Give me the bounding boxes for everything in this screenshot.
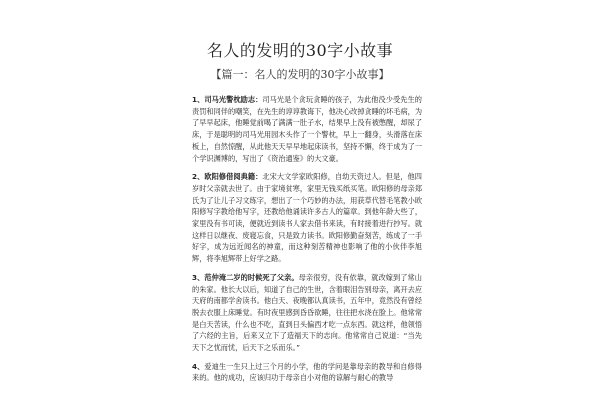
paragraph-text: 爱迪生一生只上过三个月的小学，他的学问是靠母亲的教导和自修得来的。他的成功，应该归功于母亲自小对他的谅解与耐心的教导	[192, 361, 422, 383]
paragraph-fan-zhongyan	[192, 272, 422, 354]
paragraph-text: 司马光是个贪玩贪睡的孩子，为此他没少受先生的责罚和同伴的嘲笑，在先生的谆谆教诲下，他决心改掉贪睡的坏毛病，为了早早起床，他睡觉前喝了满满一肚子水，结果早上没有被憋醒，却尿了床，于是聪明的司马光用园木头作了一个警枕，早上一翻身，头滑落在床板上，自然惊醒，从此他天天早早地起床读书，坚持不懈，终于成为了一个学识渊博的，写出了《资治通鉴》的大文豪。	[192, 95, 423, 163]
document-body	[192, 94, 422, 391]
paragraph-heading: 3、范仲淹二岁的时候死了父亲。	[192, 272, 299, 282]
document-title: 名人的发明的30字小故事	[206, 41, 394, 60]
paragraph-ouyang-xiu	[192, 171, 422, 265]
paragraph-heading: 2、欧阳修借阅典籍：	[192, 172, 263, 182]
paragraph-sima-guang	[192, 94, 422, 164]
paragraph-text: 北宋大文学家欧阳修，自幼天资过人。但是，他四岁时父亲就去世了。由于家境贫寒，家里无钱买纸买笔。欧阳修的母亲郑氏为了让儿子习文练字，想出了一个巧妙的办法，用获草代替毛笔教小欧阳修写字教给他写字，还教给他诵读许多古人的篇章。到他年龄大些了，家里没有书可读，便就近到读书人家去借书来读，有时接着进行抄写。就这样日以继夜、废寝忘食，只是致力读书。欧阳修勤奋刻苦，练成了一手好字，成为远近闻名的神童，而这种刻苦精神也影响了他的小伙伴李旭辉，将李旭辉带上好学之路。	[192, 172, 423, 264]
paragraph-heading: 1、司马光警枕励志：	[192, 95, 263, 104]
paragraph-edison	[192, 361, 422, 384]
paragraph-text: 母亲很穷，没有依靠，就改嫁到了常山的朱家。他长大以后，知道了自己的生世，含着眼泪告别母亲，离开去应天府的南都学舍读书。他白天、夜晚都认真读书，五年中，竟然没有曾经脱去衣服上床睡觉。有时夜里感到昏昏欲睡，往往把水浇在脸上。他常常是白天苦读，什么也不吃，直到日头偏西才吃一点东西。就这样，他领悟了六经的主旨，后来又立下了造福天下的志向。他常常自己说道：“当先天下之忧而忧，后天下之乐而乐。”	[192, 272, 423, 353]
document-subtitle: 【篇一：名人的发明的30字小故事】	[210, 68, 390, 81]
paragraph-heading: 4、	[192, 361, 205, 371]
